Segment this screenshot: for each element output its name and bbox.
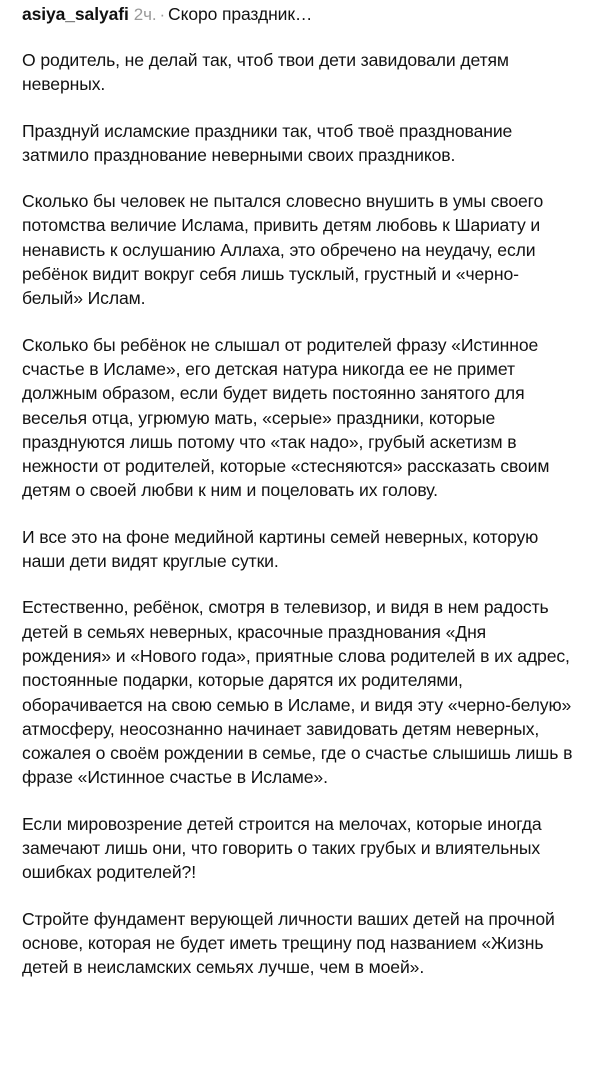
post-paragraph: Сколько бы ребёнок не слышал от родителей фразу «Истинное счастье в Исламе», его детская натура никогда ее не примет должным образом, если будет видеть постоянно занятого для веселья отца, угрюмую мать, «серые» праздники, которые празднуются лишь потому что «так надо», грубый аскетизм в нежности от родителей, которые «стесняются» рассказать своим детям о своей любви к ним и поцеловать их голову. xyxy=(22,334,550,501)
post-paragraph: Стройте фундамент верующей личности ваших детей на прочной основе, которая не будет иметь трещину под названием «Жизнь детей в неисламских семьях лучше, чем в моей». xyxy=(22,908,555,978)
post-username[interactable]: asiya_salyafi xyxy=(22,4,129,24)
post-caption-title: Скоро праздник… xyxy=(168,4,313,24)
post-header xyxy=(22,0,578,27)
separator-dot-icon: · xyxy=(159,5,166,24)
post-paragraph: Сколько бы человек не пытался словесно внушить в умы своего потомства величие Ислама, привить детям любовь к Шариату и ненависть к ослушанию Аллаха, это обречено на неудачу, если ребёнок видит вокруг себя лишь тусклый, грустный и «черно-белый» Ислам. xyxy=(22,191,544,309)
post-paragraph: О родитель, не делай так, чтоб твои дети завидовали детям неверных. xyxy=(22,50,509,95)
post-paragraph: Празднуй исламские праздники так, чтоб твоё празднование затмило празднование неверными своих праздников. xyxy=(22,120,513,165)
post-timestamp: 2ч. xyxy=(133,5,157,24)
post-body xyxy=(22,48,578,980)
post-paragraph: Если мировозрение детей строится на мелочах, которые иногда замечают лишь они, что говорить о таких грубых и влиятельных ошибках родителей?! xyxy=(22,813,542,883)
post-paragraph: Естественно, ребёнок, смотря в телевизор, и видя в нем радость детей в семьях неверных, красочные празднования «Дня рождения» и «Нового года», приятные слова родителей в их адрес, постоянные подарки, которые дарятся их родителями, оборачивается на свою семью в Исламе, и видя эту «черно-белую» атмосферу, неосознанно начинает завидовать детям неверных, сожалея о своём рождении в семье, где о счастье слышишь лишь в фразе «Истинное счастье в Исламе». xyxy=(22,597,573,788)
post-paragraph: И все это на фоне медийной картины семей неверных, которую наши дети видят круглые сутки. xyxy=(22,526,539,572)
